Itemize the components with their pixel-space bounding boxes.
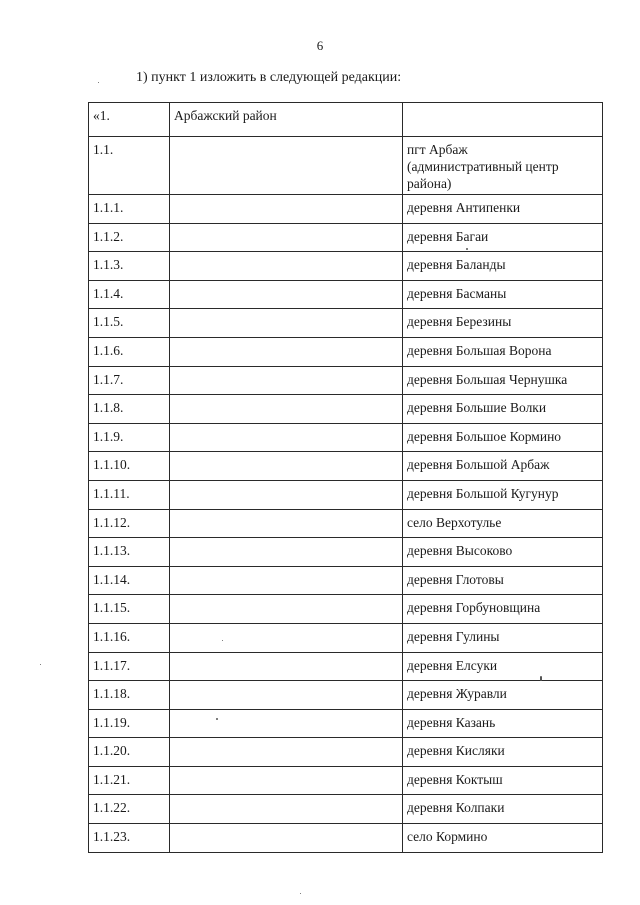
table-row [89,480,603,509]
scan-speck [540,676,542,681]
row-empty-cell [170,538,403,567]
scan-speck [216,718,218,720]
row-empty-cell [170,566,403,595]
row-number-cell: 1.1.19. [89,709,170,738]
row-place-cell: деревня Большое Кормино [403,423,603,452]
row-place-cell: деревня Кисляки [403,738,603,767]
table-row [89,223,603,252]
row-number-cell: 1.1.12. [89,509,170,538]
row-number-cell: 1.1.23. [89,824,170,853]
row-number-cell: 1.1.11. [89,480,170,509]
row-place-cell: село Кормино [403,824,603,853]
table-row [89,337,603,366]
row-empty-cell [170,195,403,224]
row-number-cell: 1.1.7. [89,366,170,395]
row-place-cell: деревня Гулины [403,623,603,652]
table-row [89,252,603,281]
row-empty-cell [170,595,403,624]
row-empty-cell [170,309,403,338]
row-place-cell: деревня Большая Чернушка [403,366,603,395]
row-number-cell: 1.1.15. [89,595,170,624]
row-number-cell: 1.1.20. [89,738,170,767]
table-row [89,824,603,853]
table-row [89,738,603,767]
row-number-cell: 1.1.17. [89,652,170,681]
row-place-cell: деревня Березины [403,309,603,338]
row-empty-cell [170,709,403,738]
table-row [89,423,603,452]
row-number-cell: 1.1.3. [89,252,170,281]
row-empty-cell [170,337,403,366]
row-empty-cell [170,738,403,767]
table-row [89,280,603,309]
row-place-cell: деревня Большие Волки [403,395,603,424]
scan-speck [222,640,223,641]
table-row [89,309,603,338]
row-number-cell: 1.1.2. [89,223,170,252]
row-place-cell: деревня Антипенки [403,195,603,224]
row-place-cell: деревня Большой Кугунур [403,480,603,509]
amendment-intro: 1) пункт 1 изложить в следующей редакции: [136,70,402,85]
row-empty-cell [170,623,403,652]
row-empty-cell [170,223,403,252]
row-empty-cell [170,795,403,824]
row-place-cell: деревня Журавли [403,681,603,710]
row-place-cell: деревня Высоково [403,538,603,567]
row-empty-cell [170,509,403,538]
table-row [89,566,603,595]
row-number-cell: 1.1.16. [89,623,170,652]
table-row [89,366,603,395]
row-place-cell: деревня Багаи [403,223,603,252]
scan-speck [40,664,41,665]
row-number-cell: 1.1.14. [89,566,170,595]
row-number-cell: 1.1.1. [89,195,170,224]
row-place-cell: деревня Большая Ворона [403,337,603,366]
table-row [89,452,603,481]
table-row [89,509,603,538]
scan-speck [98,82,99,83]
row-place-cell: село Верхотулье [403,509,603,538]
header-district-cell: Арбажский район [170,103,403,137]
row-place-cell: деревня Большой Арбаж [403,452,603,481]
row-empty-cell [170,423,403,452]
row-place-cell: деревня Баланды [403,252,603,281]
row-empty-cell [170,137,403,195]
table-row [89,709,603,738]
settlements-table [88,102,603,853]
table-row [89,595,603,624]
header-place-cell [403,103,603,137]
row-number-cell: 1.1.13. [89,538,170,567]
row-empty-cell [170,280,403,309]
row-place-cell: деревня Колпаки [403,795,603,824]
row-number-cell: 1.1.6. [89,337,170,366]
row-empty-cell [170,480,403,509]
row-place-cell: деревня Басманы [403,280,603,309]
row-place-cell: деревня Глотовы [403,566,603,595]
row-place-cell: деревня Коктыш [403,766,603,795]
row-number-cell: 1.1.8. [89,395,170,424]
table-row [89,137,603,195]
scan-speck [300,893,301,894]
scan-speck [466,248,468,250]
row-empty-cell [170,824,403,853]
row-place-cell: деревня Елсуки [403,652,603,681]
table-row [89,766,603,795]
row-empty-cell [170,395,403,424]
row-empty-cell [170,366,403,395]
page-number: 6 [316,38,324,53]
row-empty-cell [170,652,403,681]
row-place-cell: пгт Арбаж (административный центр района) [403,137,603,195]
header-number-cell: «1. [89,103,170,137]
row-number-cell: 1.1.21. [89,766,170,795]
table-row [89,395,603,424]
table-row [89,652,603,681]
row-place-cell: деревня Горбуновщина [403,595,603,624]
row-number-cell: 1.1.9. [89,423,170,452]
row-number-cell: 1.1.22. [89,795,170,824]
table-header-row [89,103,603,137]
row-number-cell: 1.1.18. [89,681,170,710]
row-number-cell: 1.1. [89,137,170,195]
table-row [89,795,603,824]
table-row [89,195,603,224]
row-number-cell: 1.1.5. [89,309,170,338]
row-empty-cell [170,681,403,710]
row-place-cell: деревня Казань [403,709,603,738]
table-row [89,538,603,567]
row-empty-cell [170,766,403,795]
table-row [89,681,603,710]
table-row [89,623,603,652]
row-number-cell: 1.1.4. [89,280,170,309]
row-empty-cell [170,252,403,281]
row-empty-cell [170,452,403,481]
row-number-cell: 1.1.10. [89,452,170,481]
